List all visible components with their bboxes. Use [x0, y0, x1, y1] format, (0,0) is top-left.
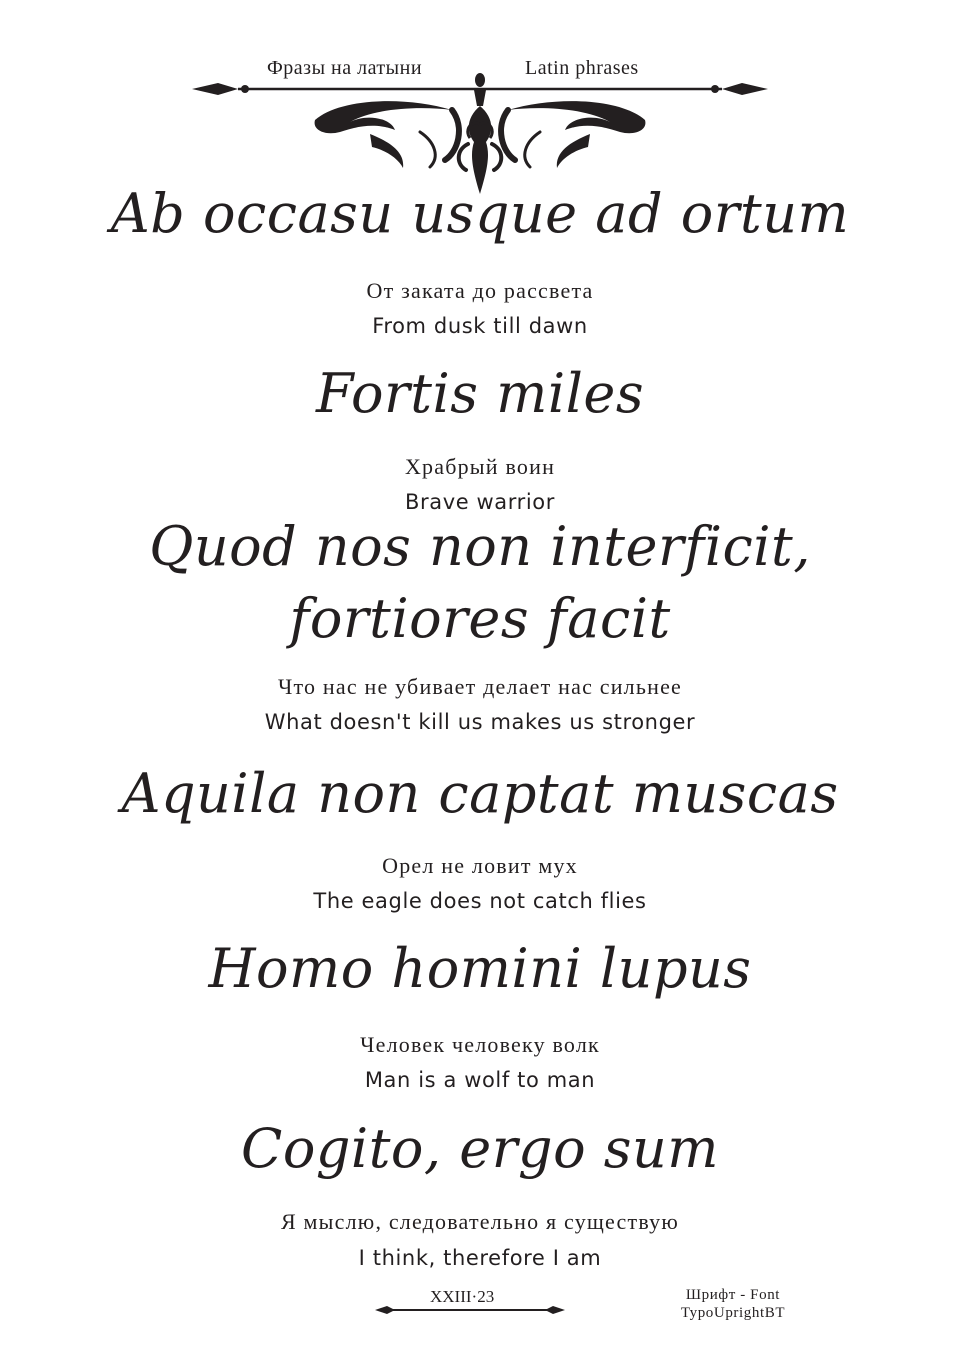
translation-ru-4: Орел не ловит мух — [382, 853, 578, 878]
latin-phrase-3-line-1: Quod nos non interficit, — [149, 515, 811, 578]
font-credit-label: Шрифт - Font — [685, 1287, 781, 1303]
font-credit-name: TypoUprightBT — [680, 1305, 786, 1321]
translation-en-5: Man is a wolf to man — [364, 1068, 596, 1092]
latin-phrase-3-line-2: fortiores facit — [289, 587, 671, 650]
translation-en-4: The eagle does not catch flies — [313, 889, 647, 913]
header-label-ru: Фразы на латыни — [267, 57, 423, 79]
header-label-en: Latin phrases — [525, 57, 639, 79]
latin-phrase-1: Ab occasu usque ad ortum — [110, 182, 850, 245]
translation-ru-2: Храбрый воин — [404, 454, 556, 479]
translation-en-3: What doesn't kill us makes us stronger — [264, 710, 696, 734]
translation-en-1: From dusk till dawn — [372, 314, 588, 338]
latin-phrase-4: Aquila non captat muscas — [121, 762, 839, 825]
latin-phrase-5: Homo homini lupus — [208, 937, 752, 1000]
top-ornament — [190, 72, 770, 197]
font-credit — [668, 1286, 798, 1322]
latin-phrase-2: Fortis miles — [315, 362, 645, 425]
translation-ru-1: От заката до рассвета — [366, 278, 594, 303]
page-number: XXIII·23 — [430, 1287, 495, 1306]
translation-ru-5: Человек человеку волк — [360, 1032, 600, 1057]
translation-en-2: Brave warrior — [405, 490, 555, 514]
translation-ru-6: Я мыслю, следовательно я существую — [280, 1209, 680, 1234]
translation-ru-3: Что нас не убивает делает нас сильнее — [277, 674, 683, 699]
latin-phrase-6: Cogito, ergo sum — [241, 1117, 719, 1180]
translation-en-6: I think, therefore I am — [358, 1246, 602, 1270]
